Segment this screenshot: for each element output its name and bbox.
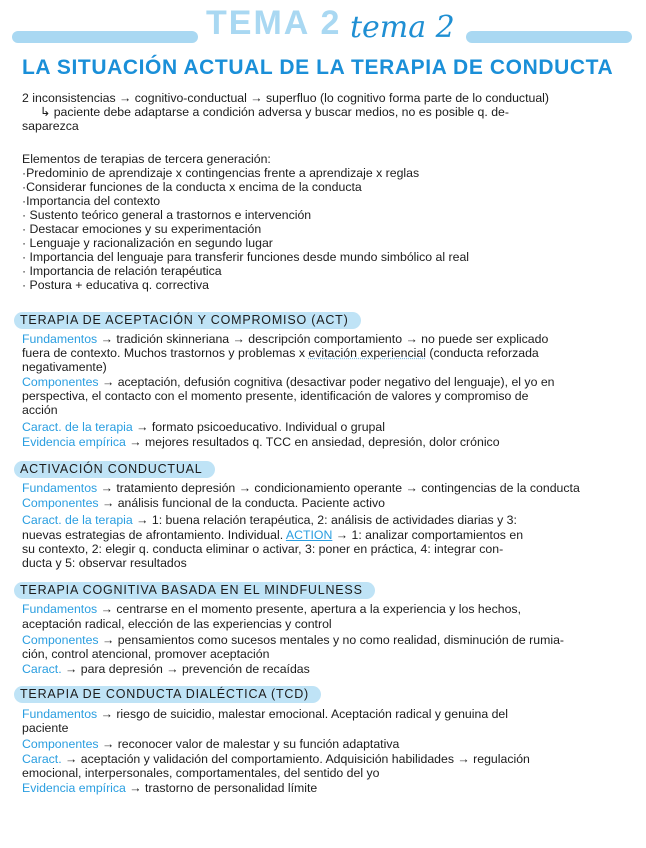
label: Componentes bbox=[22, 737, 99, 751]
act-componentes-cont: acción bbox=[22, 403, 58, 417]
underlined-term: evitación experiencial bbox=[308, 346, 426, 360]
text: → pensamientos como sucesos mentales y no como realidad, disminución de rumia- bbox=[98, 633, 565, 647]
label: Componentes bbox=[22, 496, 99, 510]
intro-line: ↳ paciente debe adaptarse a condición adversa y buscar medios, no es posible q. de- bbox=[40, 105, 509, 119]
tcbm-fundamentos-cont: aceptación radical, elección de las experiencias y control bbox=[22, 617, 332, 631]
text: → tradición skinneriana → descripción comportamiento → no puede ser explicado bbox=[97, 332, 549, 346]
label: Fundamentos bbox=[22, 481, 98, 495]
list-item: · Destacar emociones y su experimentación bbox=[22, 222, 262, 236]
ac-caracteristicas bbox=[22, 513, 517, 527]
act-fundamentos bbox=[22, 332, 548, 346]
text: → reconocer valor de malestar y su función adaptativa bbox=[98, 737, 400, 751]
section-heading-mindfulness: TERAPIA COGNITIVA BASADA EN EL MINDFULNESS bbox=[14, 582, 375, 599]
tcd-caracteristicas-cont: emocional, interpersonales, comportamentales, del sentido del yo bbox=[22, 766, 380, 780]
action-acronym: ACTION bbox=[285, 528, 333, 542]
text: → tratamiento depresión → condicionamiento operante → contingencias de la conducta bbox=[97, 481, 580, 495]
act-fundamentos-cont: negativamente) bbox=[22, 360, 107, 374]
list-item: · Postura + educativa q. correctiva bbox=[22, 278, 209, 292]
text: → 1: buena relación terapéutica, 2: análisis de actividades diarias y 3: bbox=[132, 513, 517, 527]
ac-componentes bbox=[22, 496, 385, 510]
ac-caracteristicas-cont: ducta y 5: observar resultados bbox=[22, 556, 187, 570]
tcd-caracteristicas bbox=[22, 752, 530, 766]
text: → aceptación, defusión cognitiva (desactivar poder negativo del lenguaje), el yo en bbox=[98, 375, 555, 389]
label: Caract. bbox=[22, 662, 62, 676]
label: Caract. de la terapia bbox=[22, 513, 133, 527]
label: Fundamentos bbox=[22, 602, 98, 616]
text: → formato psicoeducativo. Individual o grupal bbox=[132, 420, 385, 434]
act-componentes bbox=[22, 375, 555, 389]
text: → 1: analizar comportamientos en bbox=[332, 528, 524, 542]
intro-line: 2 inconsistencias → cognitivo-conductual → superfluo (lo cognitivo forma parte de lo conductual) bbox=[22, 91, 549, 105]
header-bar-left bbox=[12, 31, 198, 43]
tcd-evidencia bbox=[22, 781, 317, 795]
label: Caract. de la terapia bbox=[22, 420, 133, 434]
intro-line: saparezca bbox=[22, 119, 79, 133]
section-heading-act: TERAPIA DE ACEPTACIÓN Y COMPROMISO (ACT) bbox=[14, 312, 361, 329]
list-item: ·Predominio de aprendizaje x contingencias frente a aprendizaje x reglas bbox=[22, 166, 420, 180]
list-item: · Importancia de relación terapéutica bbox=[22, 264, 222, 278]
section-heading-activacion: ACTIVACIÓN CONDUCTUAL bbox=[14, 461, 215, 478]
ac-caracteristicas-cont bbox=[22, 528, 523, 542]
text: → mejores resultados q. TCC en ansiedad, depresión, dolor crónico bbox=[125, 435, 500, 449]
list-item: · Importancia del lenguaje para transferir funciones desde mundo simbólico al real bbox=[22, 250, 470, 264]
label: Componentes bbox=[22, 633, 99, 647]
list-item: · Sustento teórico general a trastornos e intervención bbox=[22, 208, 312, 222]
tema-script-lettering: tema 2 bbox=[350, 10, 455, 45]
ac-caracteristicas-cont: su contexto, 2: elegir q. conducta eliminar o activar, 3: poner en práctica, 4: integrar con- bbox=[22, 542, 504, 556]
ac-fundamentos bbox=[22, 481, 580, 495]
list-item: · Lenguaje y racionalización en segundo lugar bbox=[22, 236, 273, 250]
act-evidencia bbox=[22, 435, 500, 449]
label: Componentes bbox=[22, 375, 99, 389]
tcd-fundamentos-cont: paciente bbox=[22, 721, 69, 735]
text: → centrarse en el momento presente, apertura a la experiencia y los hechos, bbox=[97, 602, 521, 616]
label: Fundamentos bbox=[22, 707, 98, 721]
tcd-fundamentos bbox=[22, 707, 508, 721]
text: (conducta reforzada bbox=[425, 346, 539, 360]
tcbm-componentes bbox=[22, 633, 564, 647]
tcd-componentes bbox=[22, 737, 399, 751]
header-bar-right bbox=[466, 31, 632, 43]
label: Fundamentos bbox=[22, 332, 98, 346]
act-caracteristicas bbox=[22, 420, 385, 434]
section-heading-tcd: TERAPIA DE CONDUCTA DIALÉCTICA (TCD) bbox=[14, 686, 321, 703]
tema-block-lettering: TEMA 2 bbox=[206, 4, 342, 42]
text: → trastorno de personalidad límite bbox=[125, 781, 318, 795]
label: Evidencia empírica bbox=[22, 435, 126, 449]
list-item: ·Considerar funciones de la conducta x encima de la conducta bbox=[22, 180, 362, 194]
label: Caract. bbox=[22, 752, 62, 766]
text: → riesgo de suicidio, malestar emocional. Aceptación radical y genuina del bbox=[97, 707, 509, 721]
elements-heading: Elementos de terapias de tercera generación: bbox=[22, 152, 271, 166]
act-componentes-cont: perspectiva, el contacto con el momento presente, identificación de valores y compromiso de bbox=[22, 389, 529, 403]
text: fuera de contexto. Muchos trastornos y problemas x bbox=[22, 346, 309, 360]
list-item: ·Importancia del contexto bbox=[22, 194, 161, 208]
label: Evidencia empírica bbox=[22, 781, 126, 795]
text: → análisis funcional de la conducta. Paciente activo bbox=[98, 496, 385, 510]
tcbm-fundamentos bbox=[22, 602, 521, 616]
text: → para depresión → prevención de recaídas bbox=[61, 662, 310, 676]
tcbm-componentes-cont: ción, control atencional, promover aceptación bbox=[22, 647, 270, 661]
text: → aceptación y validación del comportamiento. Adquisición habilidades → regulación bbox=[61, 752, 530, 766]
page-title: LA SITUACIÓN ACTUAL DE LA TERAPIA DE CONDUCTA bbox=[22, 56, 614, 79]
text: nuevas estrategias de afrontamiento. Individual. bbox=[22, 528, 286, 542]
act-fundamentos-cont bbox=[22, 346, 539, 360]
tcbm-caracteristicas bbox=[22, 662, 310, 676]
